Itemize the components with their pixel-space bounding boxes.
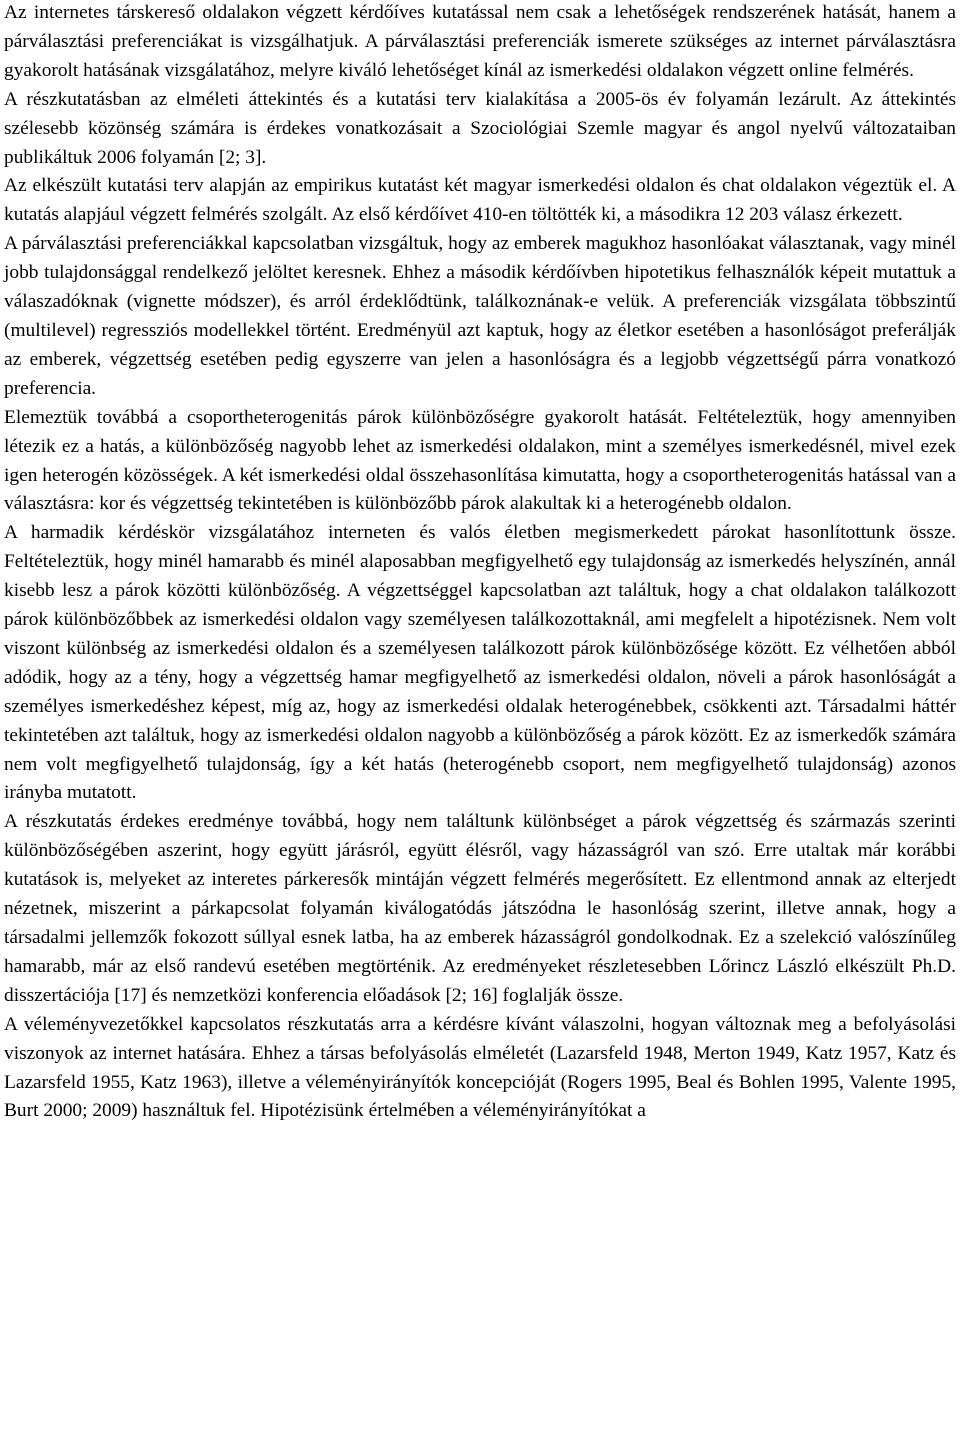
paragraph-2: A részkutatásban az elméleti áttekintés és a kutatási terv kialakítása a 2005-ös év folyamán lezárult. Az áttekintés szélesebb közönség számára is érdekes vonatkozásait a Szociológiai Szemle magyar és angol nyelvű változataiban publikáltuk 2006 folyamán [2; 3].	[4, 88, 956, 168]
paragraph-4: A párválasztási preferenciákkal kapcsolatban vizsgáltuk, hogy az emberek magukhoz hasonlóakat választanak, vagy minél jobb tulajdonsággal rendelkező jelöltet keresnek. Ehhez a második kérdőívben hipotetikus felhasználók képeit mutattuk a válaszadóknak (vignette módszer), és arról érdeklődtünk, találkoznának-e velük. A preferenciák vizsgálata többszintű (multilevel) regressziós modellekkel történt. Eredményül azt kaptuk, hogy az életkor esetében a hasonlóságot preferálják az emberek, végzettség esetében pedig egyszerre van jelen a hasonlóságra és a legjobb végzettségű párra vonatkozó preferencia.	[4, 233, 956, 399]
paragraph-8: A véleményvezetőkkel kapcsolatos részkutatás arra a kérdésre kívánt válaszolni, hogyan változnak meg a befolyásolási viszonyok az internet hatására. Ehhez a társas befolyásolás elméletét (Lazarsfeld 1948, Merton 1949, Katz 1957, Katz és Lazarsfeld 1955, Katz 1963), illetve a véleményirányítók koncepcióját (Rogers 1995, Beal és Bohlen 1995, Valente 1995, Burt 2000; 2009) használtuk fel. Hipotézisünk értelmében a véleményirányítókat a	[4, 1013, 956, 1122]
paragraph-6: A harmadik kérdéskör vizsgálatához interneten és valós életben megismerkedett párokat hasonlítottunk össze. Feltételeztük, hogy minél hamarabb és minél alaposabban megfigyelhető egy tulajdonság az ismerkedés helyszínén, annál kisebb lesz a párok közötti különbözőség. A végzettséggel kapcsolatban azt találtuk, hogy a chat oldalakon találkozott párok különbözőbbek az ismerkedési oldalon vagy személyesen találkozottaknál, ami megfelelt a hipotézisnek. Nem volt viszont különbség az ismerkedési oldalon és a személyesen találkozott párok különbözősége között. Ez vélhetően abból adódik, hogy az a tény, hogy a végzettség hamar megfigyelhető az ismerkedési oldalon, növeli a párok hasonlóságát a személyes ismerkedéshez képest, míg az, hogy az ismerkedési oldalak heterogénebbek, csökkenti azt. Társadalmi háttér tekintetében azt találtuk, hogy az ismerkedési oldalon nagyobb a különbözőség a párok között. Ez az ismerkedők számára nem volt megfigyelhető tulajdonság, így a két hatás (heterogénebb csoport, nem megfigyelhető tulajdonság) azonos irányba mutatott.	[4, 522, 956, 804]
paragraph-5: Elemeztük továbbá a csoportheterogenitás párok különbözőségre gyakorolt hatását. Feltételeztük, hogy amennyiben létezik ez a hatás, a különbözőség nagyobb lehet az ismerkedési oldalakon, mint a személyes ismerkedésnél, mivel ezek igen heterogén közösségek. A két ismerkedési oldal összehasonlítása kimutatta, hogy a csoportheterogenitás hatással van a választásra: kor és végzettség tekintetében is különbözőbb párok alakultak ki a heterogénebb oldalon.	[4, 406, 956, 515]
paragraph-1: Az internetes társkereső oldalakon végzett kérdőíves kutatással nem csak a lehetőségek rendszerének hatását, hanem a párválasztási preferenciákat is vizsgálhatjuk. A párválasztási preferenciák ismerete szükséges az internet párválasztásra gyakorolt hatásának vizsgálatához, melyre kiváló lehetőséget kínál az ismerkedési oldalakon végzett online felmérés.	[4, 2, 956, 81]
paragraph-7: A részkutatás érdekes eredménye továbbá, hogy nem találtunk különbséget a párok végzettség és származás szerinti különbözőségében aszerint, hogy együtt járásról, együtt élésről, vagy házasságról van szó. Erre utaltak már korábbi kutatások is, melyeket az interetes párkeresők mintáján végzett felmérés megerősített. Ez ellentmond annak az elterjedt nézetnek, miszerint a párkapcsolat folyamán kiválogatódás játszódna le hasonlóság szerint, illetve annak, hogy a társadalmi jellemzők fokozott súllyal esnek latba, ha az emberek házasságról gondolkodnak. Ez a szelekció valószínűleg hamarabb, már az első randevú esetében megtörténik. Az eredményeket részletesebben Lőrincz László elkészült Ph.D. disszertációja [17] és nemzetközi konferencia előadások [2; 16] foglalják össze.	[4, 811, 956, 1006]
paragraph-3: Az elkészült kutatási terv alapján az empirikus kutatást két magyar ismerkedési oldalon és chat oldalakon végeztük el. A kutatás alapjául végzett felmérés szolgált. Az első kérdőívet 410-en töltötték ki, a másodikra 12 203 válasz érkezett.	[4, 175, 956, 226]
